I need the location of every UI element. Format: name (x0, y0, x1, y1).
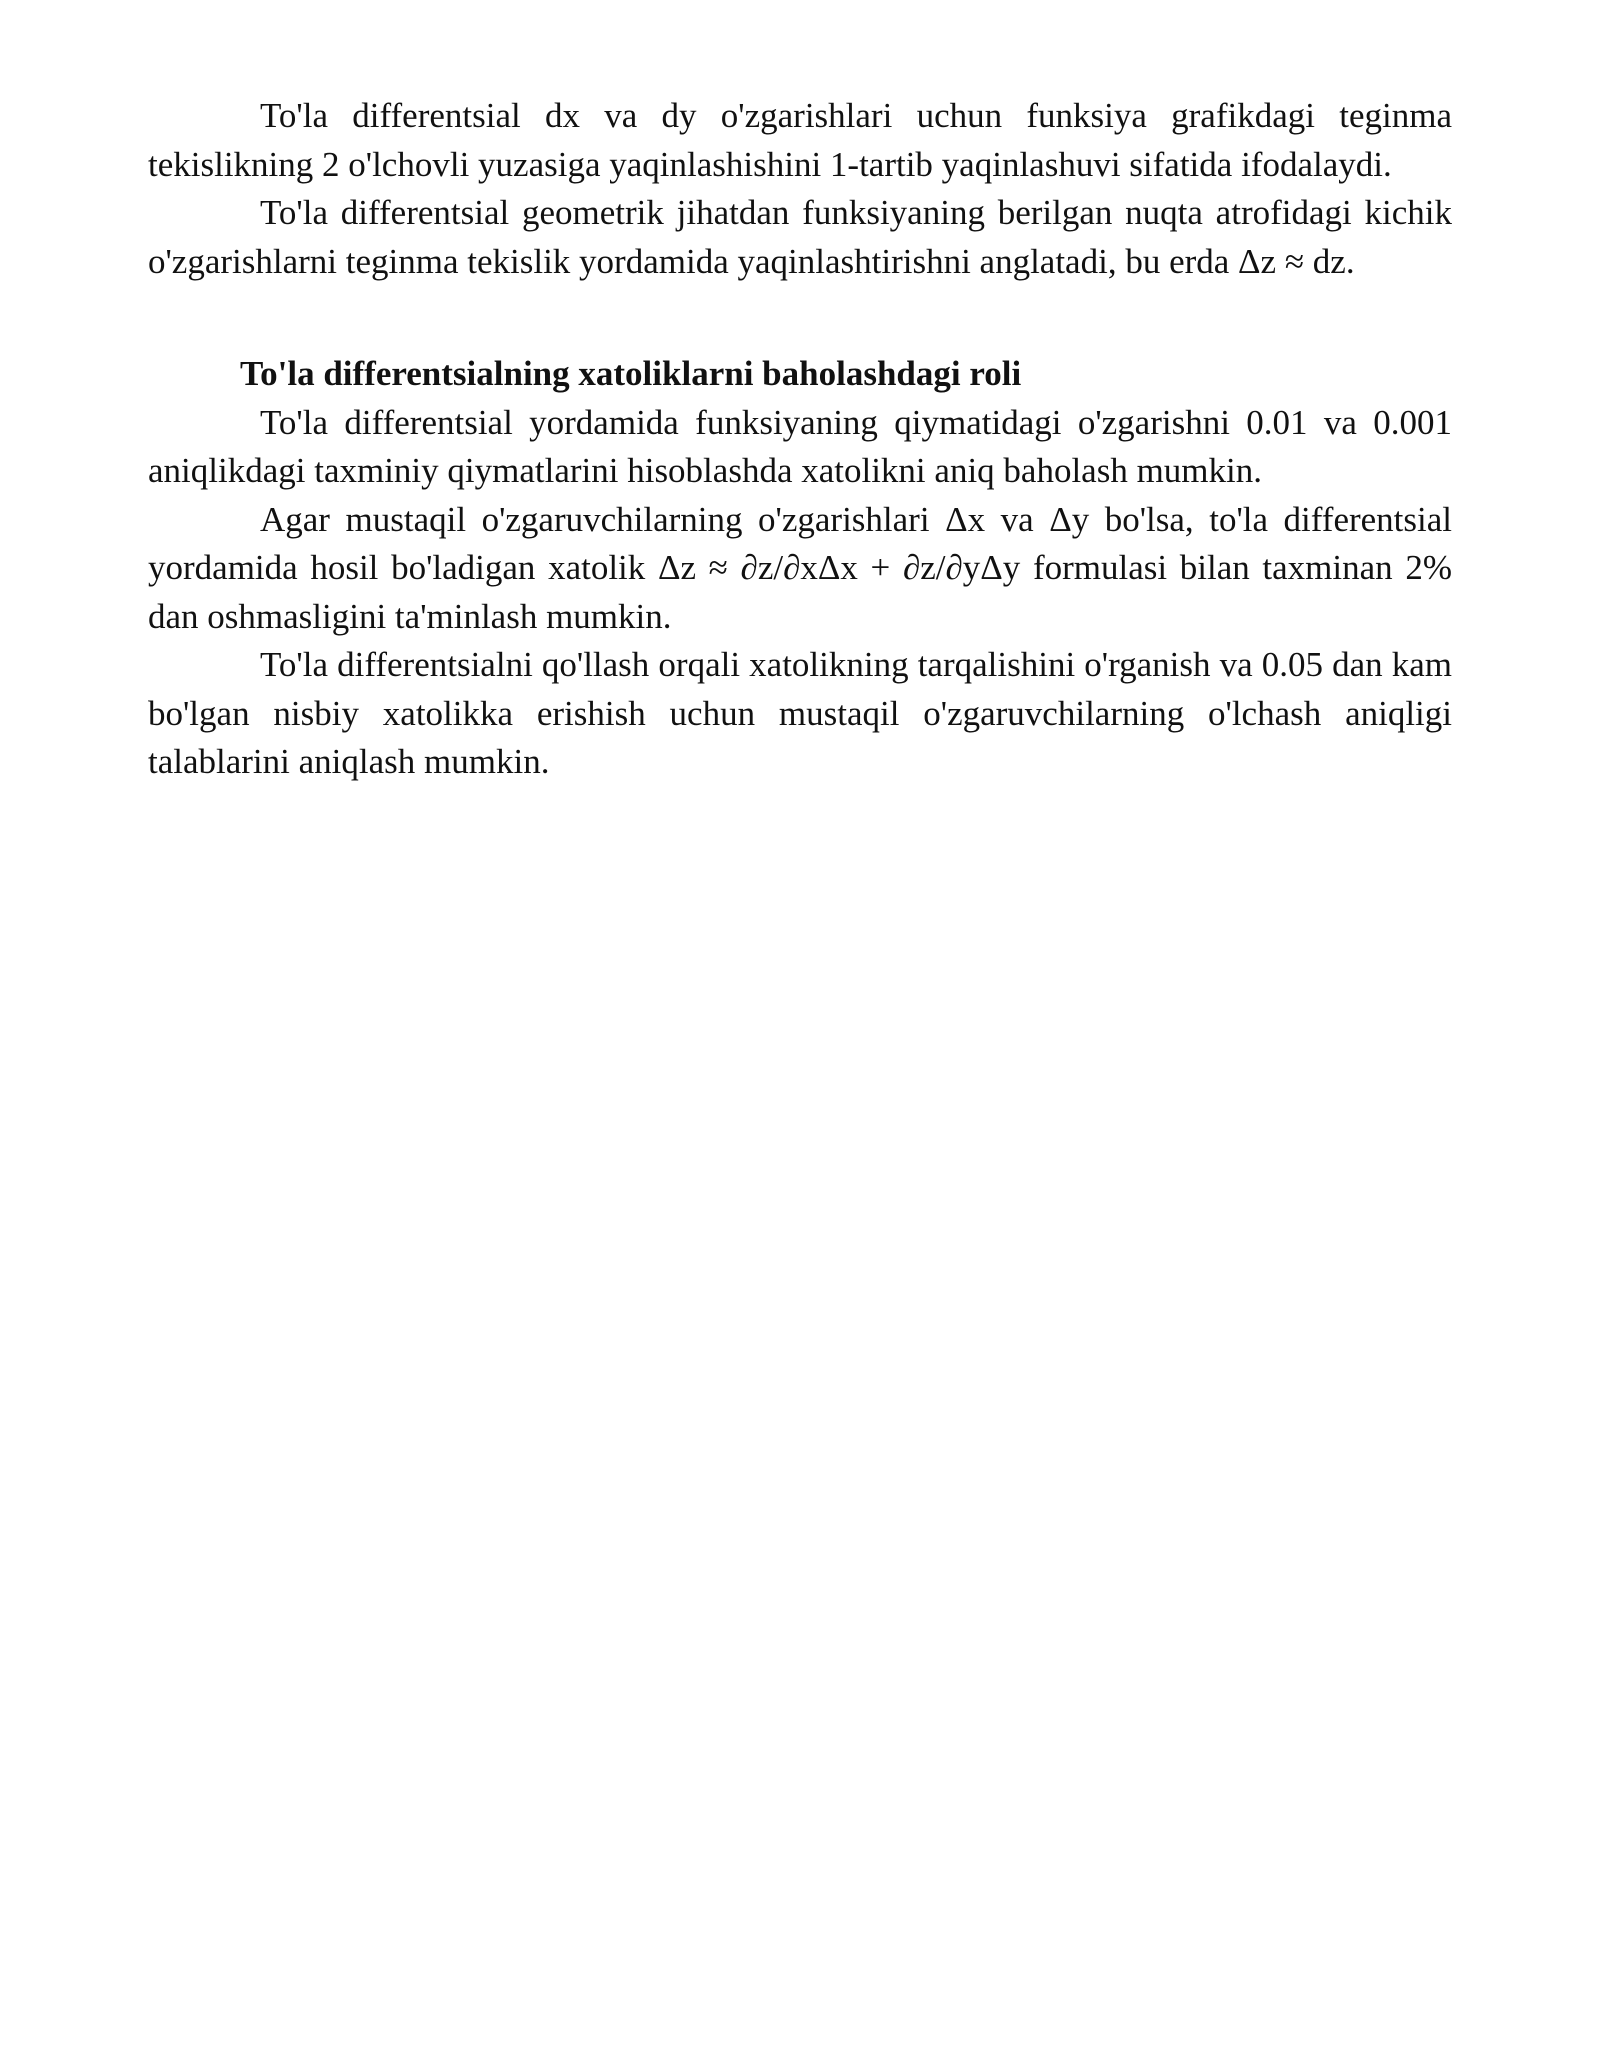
paragraph-error-formula: Agar mustaqil o'zgaruvchilarning o'zgarishlari Δx va Δy bo'lsa, to'la differentsial yordamida hosil bo'ladigan xatolik Δz ≈ ∂z/∂xΔx + ∂z/∂yΔy formulasi bilan taxminan 2% dan oshmasligini ta'minlash mumkin. (148, 499, 1452, 636)
document-body (148, 92, 1452, 787)
paragraph-error-propagation: To'la differentsialni qo'llash orqali xatolikning tarqalishini o'rganish va 0.05 dan kam bo'lgan nisbiy xatolikka erishish uchun mustaqil o'zgaruvchilarning o'lchash aniqligi talablarini aniqlash mumkin. (148, 645, 1452, 781)
section-heading: To'la differentsialning xatoliklarni baholashdagi roli (240, 354, 1022, 393)
paragraph-tangent-plane-approximation: To'la differentsial dx va dy o'zgarishlari uchun funksiya grafikdagi teginma tekislikning 2 o'lchovli yuzasiga yaqinlashishini 1-tartib yaqinlashuvi sifatida ifodalaydi. (148, 96, 1452, 184)
paragraph-error-estimation: To'la differentsial yordamida funksiyaning qiymatidagi o'zgarishni 0.01 va 0.001 aniqlikdagi taxminiy qiymatlarini hisoblashda xatolikni aniq baholash mumkin. (148, 402, 1452, 490)
paragraph-geometric-meaning: To'la differentsial geometrik jihatdan funksiyaning berilgan nuqta atrofidagi kichik o'zgarishlarni teginma tekislik yordamida yaqinlashtirishni anglatadi, bu erda Δz ≈ dz. (148, 193, 1452, 281)
